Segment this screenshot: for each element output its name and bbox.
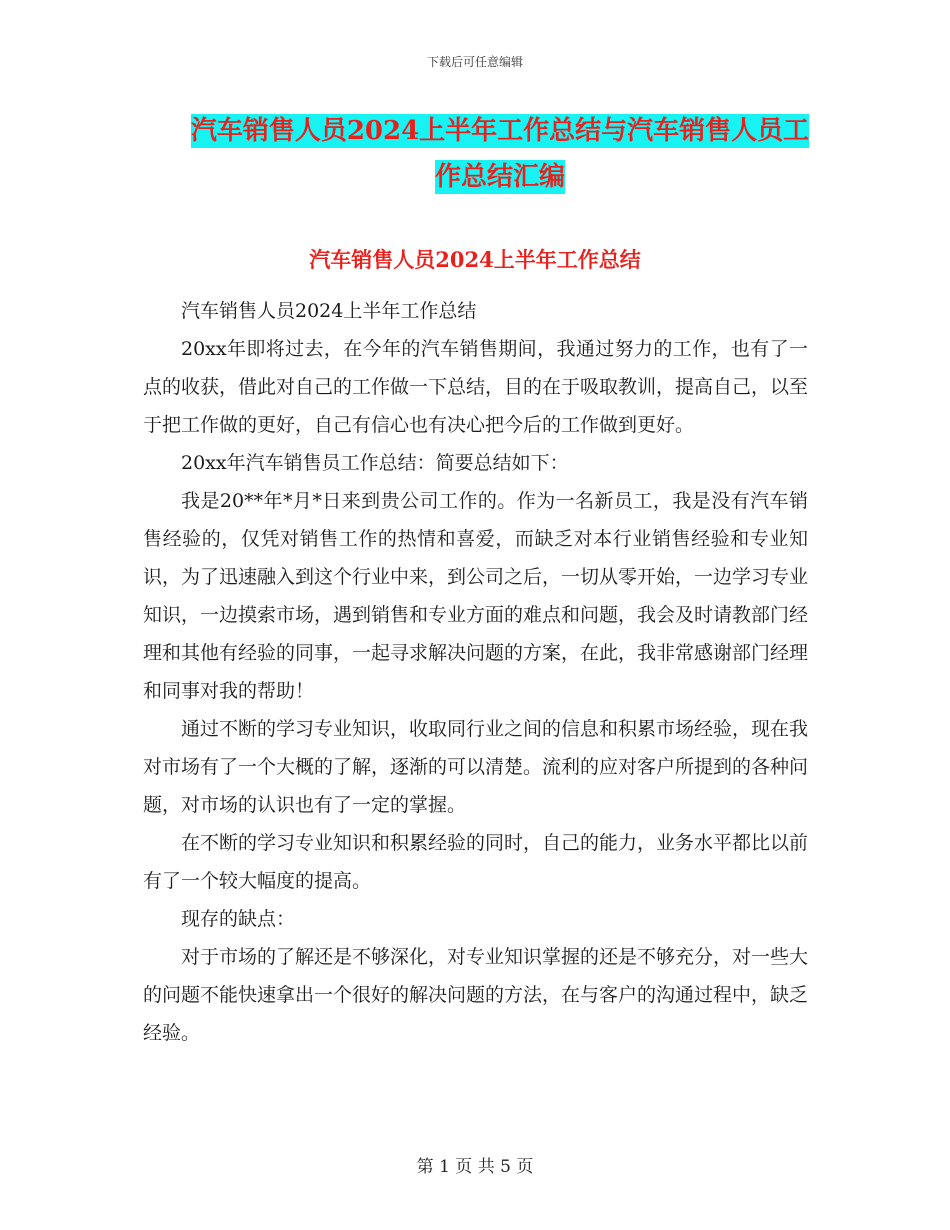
paragraph: 20xx年汽车销售员工作总结：简要总结如下： bbox=[181, 452, 569, 474]
header-note: 下载后可任意编辑 bbox=[426, 55, 523, 69]
paragraph: 在不断的学习专业知识和积累经验的同时，自己的能力，业务水平都比以前有了一个较大幅度的提高。 bbox=[143, 832, 809, 892]
document-title-line-1: 汽车销售人员2024上半年工作总结与汽车销售人员工 bbox=[190, 116, 810, 146]
paragraph: 现存的缺点： bbox=[181, 908, 296, 930]
body-text bbox=[143, 292, 808, 1052]
paragraph: 我是20**年*月*日来到贵公司工作的。作为一名新员工，我是没有汽车销售经验的，仅凭对销售工作的热情和喜爱，而缺乏对本行业销售经验和专业知识，为了迅速融入到这个行业中来，到公司之后，一切从零开始，一边学习专业知识，一边摸索市场，遇到销售和专业方面的难点和问题，我会及时请教部门经理和其他有经验的同事，一起寻求解决问题的方案，在此，我非常感谢部门经理和同事对我的帮助！ bbox=[143, 490, 809, 702]
page-footer: 第 1 页 共 5 页 bbox=[416, 1157, 534, 1177]
paragraph: 通过不断的学习专业知识，收取同行业之间的信息和积累市场经验，现在我对市场有了一个大概的了解，逐渐的可以清楚。流利的应对客户所提到的各种问题，对市场的认识也有了一定的掌握。 bbox=[143, 718, 809, 816]
paragraph: 对于市场的了解还是不够深化，对专业知识掌握的还是不够充分，对一些大的问题不能快速拿出一个很好的解决问题的方法，在与客户的沟通过程中，缺乏经验。 bbox=[143, 946, 809, 1044]
paragraph: 汽车销售人员2024上半年工作总结 bbox=[181, 300, 477, 322]
section-title: 汽车销售人员2024上半年工作总结 bbox=[309, 247, 641, 272]
paragraph: 20xx年即将过去，在今年的汽车销售期间，我通过努力的工作，也有了一点的收获，借此对自己的工作做一下总结，目的在于吸取教训，提高自己，以至于把工作做的更好，自己有信心也有决心把今后的工作做到更好。 bbox=[143, 338, 809, 436]
document-title-line-2: 作总结汇编 bbox=[434, 162, 565, 192]
document-title bbox=[140, 108, 860, 200]
